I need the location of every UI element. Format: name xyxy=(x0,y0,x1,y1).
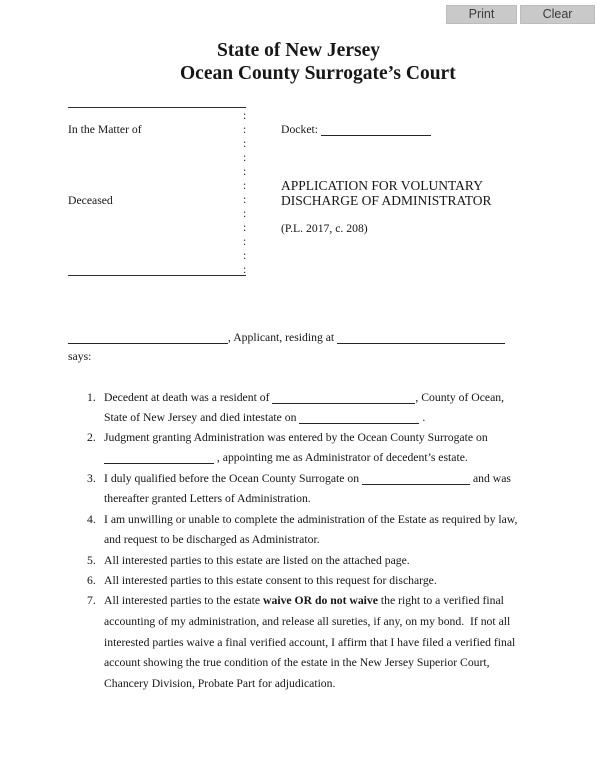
list-item-1-line2 xyxy=(104,410,425,426)
item-1-number: 1. xyxy=(87,391,96,404)
caption-bottom-rule xyxy=(68,275,246,276)
item-1-period: . xyxy=(422,411,426,424)
item-7-text: All interested parties to the estate xyxy=(104,594,261,607)
item-6-number: 6. xyxy=(87,574,96,587)
item-1-text: Decedent at death was a resident of xyxy=(104,391,270,404)
item-4-line2-text: and request to be discharged as Administrator. xyxy=(104,533,320,546)
deceased-label: Deceased xyxy=(68,194,113,207)
item-7-after-bold-text: the right to a verified final xyxy=(380,594,504,607)
item-2-number: 2. xyxy=(87,431,96,444)
list-item-2 xyxy=(87,430,488,446)
item-5-text: All interested parties to this estate are listed on the attached page. xyxy=(104,554,410,567)
item-6-text: All interested parties to this estate consent to this request for discharge. xyxy=(104,574,437,587)
item-2-text: Judgment granting Administration was entered by the Ocean County Surrogate on xyxy=(104,431,488,444)
list-item-1 xyxy=(87,390,504,406)
item-4-number: 4. xyxy=(87,513,96,526)
item-1-line2-text: State of New Jersey and died intestate on xyxy=(104,411,297,424)
item-7-line5-text: Chancery Division, Probate Part for adjudication. xyxy=(104,677,336,690)
item-2-line2-text: , appointing me as Administrator of decedent’s estate. xyxy=(216,451,468,464)
header-court-title: Ocean County Surrogate’s Court xyxy=(180,63,456,84)
docket-label: Docket: xyxy=(281,123,318,136)
list-item-3 xyxy=(87,471,511,487)
application-title-line1: APPLICATION FOR VOLUNTARY xyxy=(281,178,483,193)
residence-field[interactable] xyxy=(272,391,415,404)
clear-button[interactable]: Clear xyxy=(520,5,595,24)
item-7-waiver-emphasis: waive OR do not waive xyxy=(263,594,378,607)
item-3-line2-text: thereafter granted Letters of Administration. xyxy=(104,492,311,505)
item-5-number: 5. xyxy=(87,554,96,567)
says-label: says: xyxy=(68,350,92,363)
judgment-date-field[interactable] xyxy=(104,451,214,464)
list-item-7 xyxy=(87,593,504,609)
docket-number-field[interactable] xyxy=(321,123,431,136)
list-item-5 xyxy=(87,553,410,569)
matter-label: In the Matter of xyxy=(68,123,142,136)
list-item-2-line2 xyxy=(104,450,468,466)
item-7-line2-text: accounting of my administration, and release all sureties, if any, on my bond. If not all xyxy=(104,615,511,628)
death-date-field[interactable] xyxy=(299,411,419,424)
application-title-line2: DISCHARGE OF ADMINISTRATOR xyxy=(281,193,492,208)
item-7-line4-text: account showing the true condition of the estate in the New Jersey Superior Court, xyxy=(104,656,490,669)
applicant-address-field[interactable] xyxy=(337,331,505,344)
applicant-name-field[interactable] xyxy=(68,331,228,344)
qualified-date-field[interactable] xyxy=(362,472,470,485)
caption-separator: : : : : : : : : : : : : xyxy=(243,109,247,276)
applicant-line xyxy=(68,330,505,346)
item-1-county-text: , County of Ocean, xyxy=(415,391,505,404)
item-7-line3-text: interested parties waive a final verified account, I affirm that I have filed a verified final xyxy=(104,636,516,649)
item-4-text: I am unwilling or unable to complete the administration of the Estate as required by law, xyxy=(104,513,518,526)
item-3-after-text: and was xyxy=(472,472,511,485)
docket-line xyxy=(281,122,431,138)
item-3-number: 3. xyxy=(87,472,96,485)
list-item-6 xyxy=(87,573,437,589)
print-button[interactable]: Print xyxy=(446,5,517,24)
applicant-residing-label: , Applicant, residing at xyxy=(228,331,335,344)
list-item-4 xyxy=(87,512,517,528)
item-7-number: 7. xyxy=(87,594,96,607)
caption-top-rule xyxy=(68,107,246,108)
statute-citation: (P.L. 2017, c. 208) xyxy=(281,222,368,235)
header-state-title: State of New Jersey xyxy=(217,40,380,61)
item-3-text: I duly qualified before the Ocean County Surrogate on xyxy=(104,472,360,485)
